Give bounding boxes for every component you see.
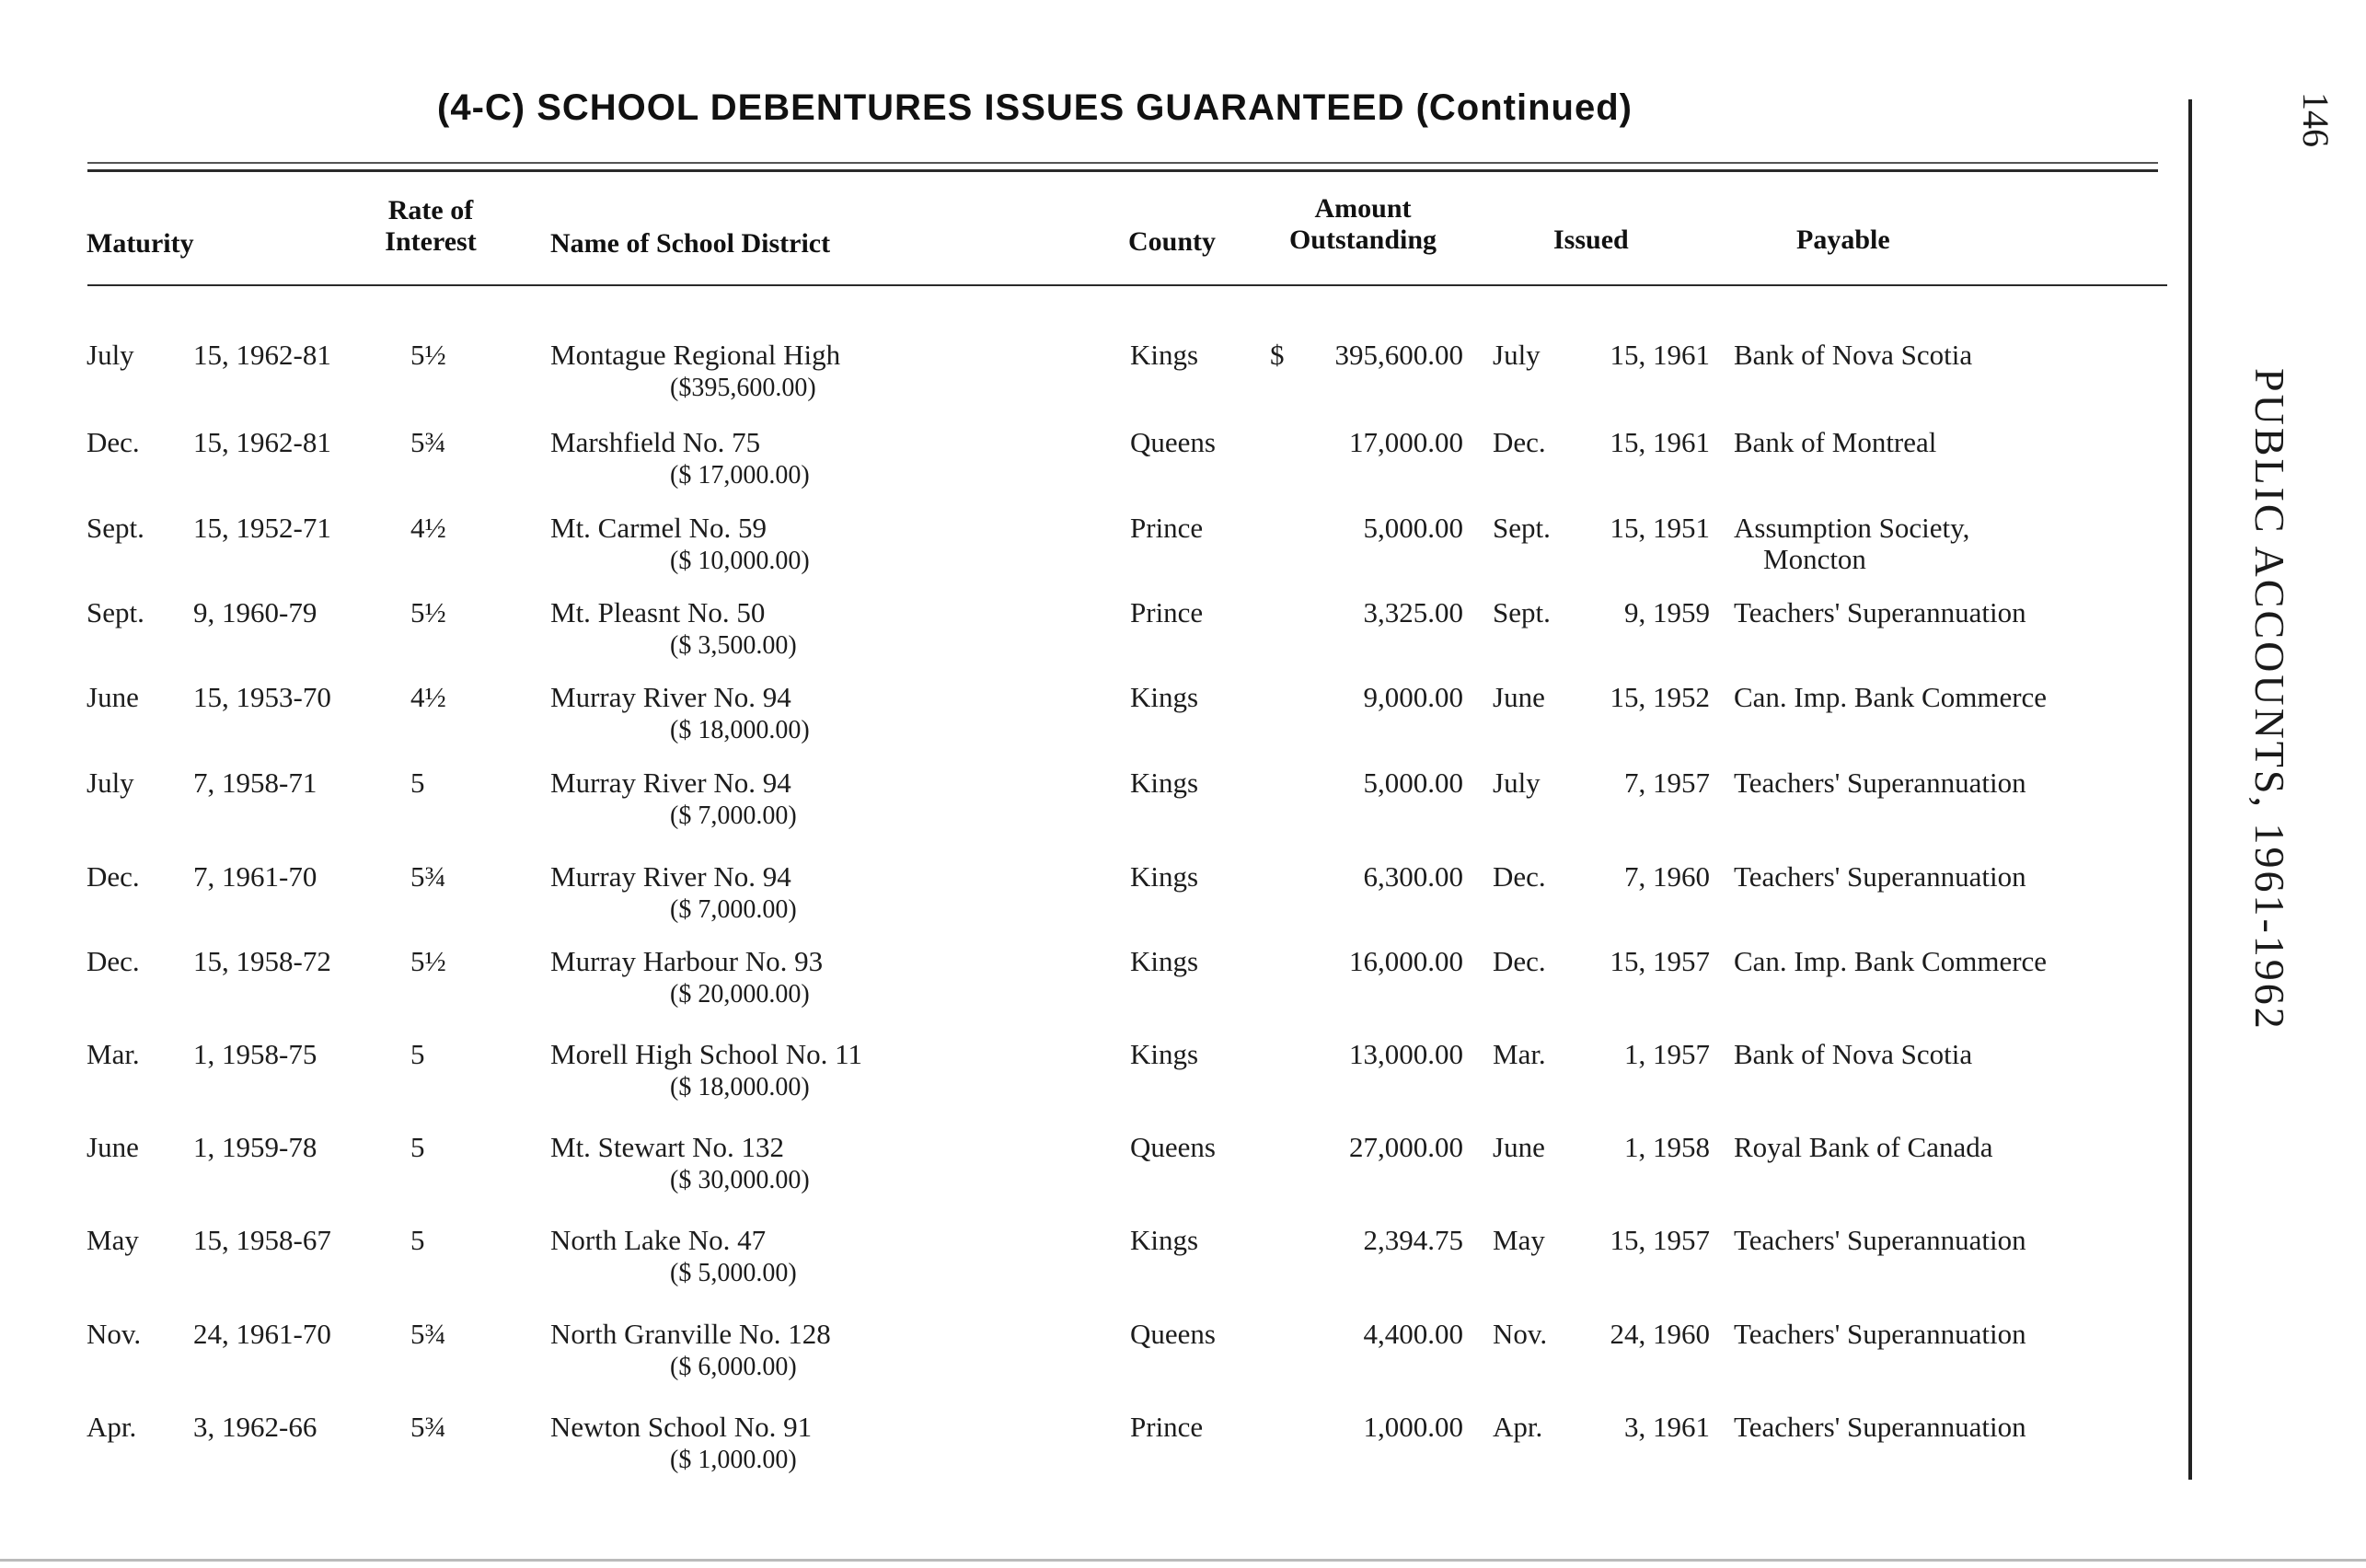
amount-outstanding: 2,394.75 bbox=[1363, 1224, 1463, 1256]
interest-rate: 5¾ bbox=[410, 860, 446, 893]
title-rule-thick bbox=[87, 169, 2158, 172]
interest-rate: 5¾ bbox=[410, 1318, 446, 1350]
county: Prince bbox=[1130, 596, 1204, 628]
table-row bbox=[0, 339, 2366, 421]
issued-date: 3, 1961 bbox=[1624, 1411, 1710, 1443]
page-title: (4-C) SCHOOL DEBENTURES ISSUES GUARANTEED (Continued) bbox=[437, 87, 1633, 128]
issued-month: May bbox=[1493, 1224, 1545, 1256]
original-amount: ($ 7,000.00) bbox=[670, 895, 797, 924]
interest-rate: 5 bbox=[410, 1131, 425, 1163]
county: Prince bbox=[1130, 512, 1204, 544]
issued-month: Dec. bbox=[1493, 860, 1546, 893]
maturity-month: June bbox=[87, 681, 139, 713]
maturity-date: 15, 1958-72 bbox=[193, 945, 331, 977]
maturity-date: 3, 1962-66 bbox=[193, 1411, 317, 1443]
amount-outstanding: 1,000.00 bbox=[1363, 1411, 1463, 1443]
issued-month: Mar. bbox=[1493, 1038, 1546, 1070]
payable-to: Teachers' Superannuation bbox=[1734, 596, 2026, 628]
issued-month: June bbox=[1493, 1131, 1545, 1163]
table-row bbox=[0, 596, 2366, 679]
maturity-month: Dec. bbox=[87, 945, 140, 977]
maturity-date: 1, 1958-75 bbox=[193, 1038, 317, 1070]
original-amount: ($ 5,000.00) bbox=[670, 1259, 797, 1287]
interest-rate: 5¾ bbox=[410, 426, 446, 458]
school-district-name: Murray River No. 94 bbox=[550, 681, 791, 713]
margin-rule bbox=[2188, 99, 2192, 1480]
header-rate-line2: Interest bbox=[385, 226, 477, 257]
page-bottom-edge bbox=[0, 1559, 2366, 1562]
maturity-month: Apr. bbox=[87, 1411, 137, 1443]
header-rate-line1: Rate of bbox=[387, 195, 474, 225]
amount-outstanding: 5,000.00 bbox=[1363, 767, 1463, 799]
interest-rate: 5½ bbox=[410, 596, 446, 628]
maturity-date: 9, 1960-79 bbox=[193, 596, 317, 628]
payable-to: Teachers' Superannuation bbox=[1734, 1318, 2026, 1350]
interest-rate: 4½ bbox=[410, 512, 446, 544]
school-district-name: Montague Regional High bbox=[550, 339, 841, 371]
school-district-name: North Lake No. 47 bbox=[550, 1224, 767, 1256]
original-amount: ($ 18,000.00) bbox=[670, 1073, 810, 1101]
original-amount: ($ 1,000.00) bbox=[670, 1446, 797, 1474]
issued-month: Nov. bbox=[1493, 1318, 1548, 1350]
original-amount: ($ 30,000.00) bbox=[670, 1166, 810, 1194]
table-row bbox=[0, 945, 2366, 1028]
side-title: PUBLIC ACCOUNTS, 1961-1962 bbox=[2246, 368, 2293, 1032]
payable-to: Bank of Nova Scotia bbox=[1734, 339, 1973, 371]
issued-date: 7, 1957 bbox=[1624, 767, 1710, 799]
issued-date: 1, 1957 bbox=[1624, 1038, 1710, 1070]
maturity-date: 15, 1953-70 bbox=[193, 681, 331, 713]
interest-rate: 5½ bbox=[410, 339, 446, 371]
original-amount: ($ 6,000.00) bbox=[670, 1353, 797, 1381]
table-row bbox=[0, 681, 2366, 764]
amount-outstanding: 3,325.00 bbox=[1363, 596, 1463, 628]
title-rule-thin bbox=[87, 162, 2158, 164]
amount-outstanding: 16,000.00 bbox=[1349, 945, 1463, 977]
county: Queens bbox=[1130, 1131, 1216, 1163]
payable-to: Bank of Nova Scotia bbox=[1734, 1038, 1973, 1070]
maturity-date: 7, 1961-70 bbox=[193, 860, 317, 893]
header-rule bbox=[87, 284, 2167, 286]
original-amount: ($ 7,000.00) bbox=[670, 801, 797, 830]
table-row bbox=[0, 512, 2366, 594]
payable-to: Can. Imp. Bank Commerce bbox=[1734, 945, 2048, 977]
school-district-name: Mt. Stewart No. 132 bbox=[550, 1131, 785, 1163]
school-district-name: Marshfield No. 75 bbox=[550, 426, 761, 458]
header-school-district: Name of School District bbox=[550, 228, 831, 259]
issued-month: Apr. bbox=[1493, 1411, 1543, 1443]
county: Prince bbox=[1130, 1411, 1204, 1443]
issued-date: 15, 1961 bbox=[1610, 339, 1710, 371]
school-district-name: Morell High School No. 11 bbox=[550, 1038, 862, 1070]
amount-outstanding: 9,000.00 bbox=[1363, 681, 1463, 713]
school-district-name: Murray Harbour No. 93 bbox=[550, 945, 824, 977]
issued-month: June bbox=[1493, 681, 1545, 713]
payable-to: Assumption Society, bbox=[1734, 512, 1970, 544]
maturity-date: 15, 1962-81 bbox=[193, 339, 331, 371]
amount-outstanding: 27,000.00 bbox=[1349, 1131, 1463, 1163]
issued-month: Sept. bbox=[1493, 596, 1551, 628]
table-row bbox=[0, 1038, 2366, 1121]
maturity-date: 15, 1962-81 bbox=[193, 426, 331, 458]
dollar-sign: $ bbox=[1270, 339, 1285, 371]
table-row bbox=[0, 1131, 2366, 1214]
issued-date: 9, 1959 bbox=[1624, 596, 1710, 628]
county: Kings bbox=[1130, 1038, 1199, 1070]
maturity-date: 7, 1958-71 bbox=[193, 767, 317, 799]
original-amount: ($ 18,000.00) bbox=[670, 716, 810, 744]
original-amount: ($ 3,500.00) bbox=[670, 631, 797, 660]
maturity-month: Nov. bbox=[87, 1318, 142, 1350]
table-row bbox=[0, 1411, 2366, 1493]
issued-month: Dec. bbox=[1493, 945, 1546, 977]
side-running-head bbox=[2245, 92, 2337, 1032]
school-district-name: Murray River No. 94 bbox=[550, 860, 791, 893]
issued-date: 15, 1957 bbox=[1610, 1224, 1710, 1256]
maturity-date: 15, 1958-67 bbox=[193, 1224, 331, 1256]
header-rate bbox=[366, 195, 495, 258]
maturity-date: 15, 1952-71 bbox=[193, 512, 331, 544]
maturity-month: July bbox=[87, 339, 134, 371]
county: Kings bbox=[1130, 339, 1199, 371]
county: Kings bbox=[1130, 1224, 1199, 1256]
maturity-month: June bbox=[87, 1131, 139, 1163]
payable-to: Teachers' Superannuation bbox=[1734, 767, 2026, 799]
county: Kings bbox=[1130, 945, 1199, 977]
amount-outstanding: 395,600.00 bbox=[1334, 339, 1463, 371]
amount-outstanding: 17,000.00 bbox=[1349, 426, 1463, 458]
original-amount: ($ 20,000.00) bbox=[670, 980, 810, 1009]
maturity-month: Sept. bbox=[87, 512, 144, 544]
county: Queens bbox=[1130, 426, 1216, 458]
maturity-date: 1, 1959-78 bbox=[193, 1131, 317, 1163]
interest-rate: 5¾ bbox=[410, 1411, 446, 1443]
original-amount: ($395,600.00) bbox=[670, 374, 816, 402]
maturity-month: Dec. bbox=[87, 860, 140, 893]
issued-date: 1, 1958 bbox=[1624, 1131, 1710, 1163]
issued-month: Sept. bbox=[1493, 512, 1551, 544]
maturity-month: Mar. bbox=[87, 1038, 140, 1070]
interest-rate: 5 bbox=[410, 767, 425, 799]
original-amount: ($ 10,000.00) bbox=[670, 547, 810, 575]
payable-to: Teachers' Superannuation bbox=[1734, 860, 2026, 893]
table-row bbox=[0, 426, 2366, 509]
issued-month: July bbox=[1493, 767, 1541, 799]
issued-date: 7, 1960 bbox=[1624, 860, 1710, 893]
maturity-month: Dec. bbox=[87, 426, 140, 458]
page-number: 146 bbox=[2295, 92, 2337, 147]
table-row bbox=[0, 860, 2366, 943]
payable-to: Teachers' Superannuation bbox=[1734, 1224, 2026, 1256]
school-district-name: North Granville No. 128 bbox=[550, 1318, 831, 1350]
payable-to-line2: Moncton bbox=[1763, 543, 1866, 575]
amount-outstanding: 4,400.00 bbox=[1363, 1318, 1463, 1350]
payable-to: Teachers' Superannuation bbox=[1734, 1411, 2026, 1443]
county: Kings bbox=[1130, 860, 1199, 893]
amount-outstanding: 13,000.00 bbox=[1349, 1038, 1463, 1070]
original-amount: ($ 17,000.00) bbox=[670, 461, 810, 490]
interest-rate: 4½ bbox=[410, 681, 446, 713]
maturity-month: Sept. bbox=[87, 596, 144, 628]
header-issued: Issued bbox=[1553, 225, 1629, 255]
maturity-month: May bbox=[87, 1224, 139, 1256]
issued-month: Dec. bbox=[1493, 426, 1546, 458]
payable-to: Can. Imp. Bank Commerce bbox=[1734, 681, 2048, 713]
table-row bbox=[0, 1224, 2366, 1307]
header-maturity: Maturity bbox=[87, 228, 194, 259]
payable-to: Bank of Montreal bbox=[1734, 426, 1937, 458]
table-row bbox=[0, 1318, 2366, 1401]
header-county: County bbox=[1128, 226, 1217, 257]
interest-rate: 5½ bbox=[410, 945, 446, 977]
school-district-name: Murray River No. 94 bbox=[550, 767, 791, 799]
school-district-name: Mt. Pleasnt No. 50 bbox=[550, 596, 766, 628]
payable-to: Royal Bank of Canada bbox=[1734, 1131, 1993, 1163]
amount-outstanding: 6,300.00 bbox=[1363, 860, 1463, 893]
header-payable: Payable bbox=[1796, 225, 1890, 255]
header-amount-line2: Outstanding bbox=[1288, 225, 1437, 255]
maturity-month: July bbox=[87, 767, 134, 799]
issued-date: 15, 1961 bbox=[1610, 426, 1710, 458]
table-row bbox=[0, 767, 2366, 849]
school-district-name: Newton School No. 91 bbox=[550, 1411, 813, 1443]
interest-rate: 5 bbox=[410, 1224, 425, 1256]
header-amount-line1: Amount bbox=[1314, 193, 1412, 224]
interest-rate: 5 bbox=[410, 1038, 425, 1070]
issued-date: 24, 1960 bbox=[1610, 1318, 1710, 1350]
issued-month: July bbox=[1493, 339, 1541, 371]
school-district-name: Mt. Carmel No. 59 bbox=[550, 512, 768, 544]
county: Kings bbox=[1130, 767, 1199, 799]
county: Kings bbox=[1130, 681, 1199, 713]
county: Queens bbox=[1130, 1318, 1216, 1350]
issued-date: 15, 1957 bbox=[1610, 945, 1710, 977]
amount-outstanding: 5,000.00 bbox=[1363, 512, 1463, 544]
issued-date: 15, 1952 bbox=[1610, 681, 1710, 713]
maturity-date: 24, 1961-70 bbox=[193, 1318, 331, 1350]
header-amount bbox=[1266, 193, 1460, 256]
issued-date: 15, 1951 bbox=[1610, 512, 1710, 544]
